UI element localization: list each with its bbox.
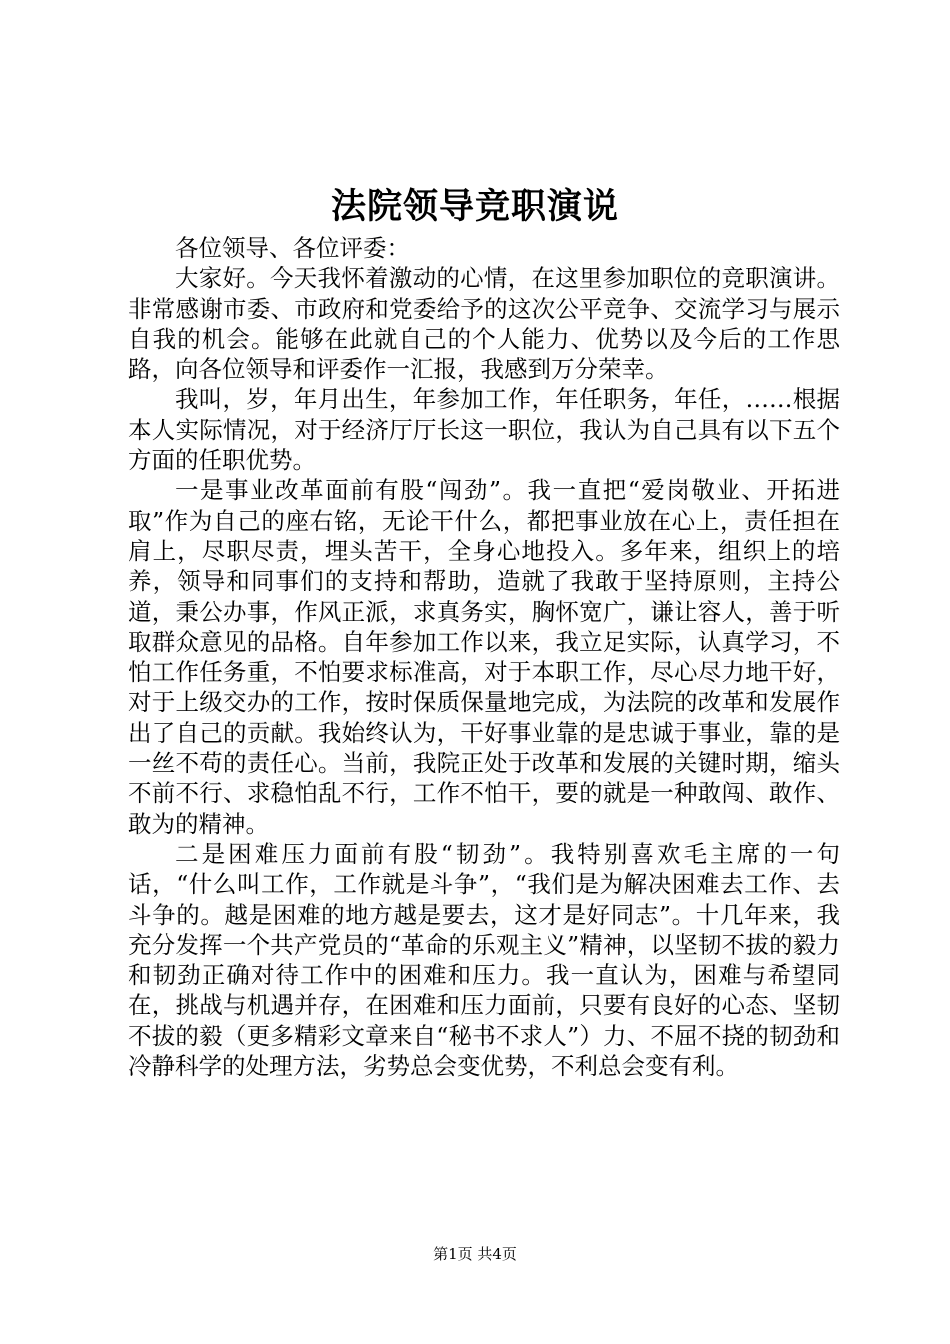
salutation: 各位领导、各位评委： xyxy=(175,234,410,262)
paragraph-advantage-two: 二是困难压力面前有股“韧劲”。我特别喜欢毛主席的一句话，“什么叫工作，工作就是斗争”，“我们是为解决困难去工作、去斗争的。越是困难的地方越是要去，这才是好同志”。十几年来，我充分发挥一个共产党员的“革命的乐观主义”精神，以坚韧不拔的毅力和韧劲正确对待工作中的困难和压力。我一直认为，困难与希望同在，挑战与机遇并存，在困难和压力面前，只要有良好的心态、坚韧不拔的毅（更多精彩文章来自“秘书不求人”）力、不屈不挠的韧劲和冷静科学的处理方法，劣势总会变优势，不利总会变有利。 xyxy=(128,839,840,1081)
page-number-footer: 第1页 共4页 xyxy=(433,1245,517,1263)
paragraph-greeting: 大家好。今天我怀着激动的心情，在这里参加职位的竞职演讲。非常感谢市委、市政府和党委给予的这次公平竞争、交流学习与展示自我的机会。能够在此就自己的个人能力、优势以及今后的工作思路，向各位领导和评委作一汇报，我感到万分荣幸。 xyxy=(128,264,840,384)
paragraph-advantage-one: 一是事业改革面前有股“闯劲”。我一直把“爱岗敬业、开拓进取”作为自己的座右铭，无论干什么，都把事业放在心上，责任担在肩上，尽职尽责，埋头苦干，全身心地投入。多年来，组织上的培养，领导和同事们的支持和帮助，造就了我敢于坚持原则，主持公道，秉公办事，作风正派，求真务实，胸怀宽广，谦让容人，善于听取群众意见的品格。自年参加工作以来，我立足实际，认真学习，不怕工作任务重，不怕要求标准高，对于本职工作，尽心尽力地干好，对于上级交办的工作，按时保质保量地完成，为法院的改革和发展作出了自己的贡献。我始终认为，干好事业靠的是忠诚于事业，靠的是一丝不苟的责任心。当前，我院正处于改革和发展的关键时期，缩头不前不行、求稳怕乱不行，工作不怕干，要的就是一种敢闯、敢作、敢为的精神。 xyxy=(128,476,840,838)
document-title: 法院领导竞职演说 xyxy=(330,186,619,227)
document-body xyxy=(128,233,840,1081)
paragraph-self-introduction: 我叫，岁，年月出生，年参加工作，年任职务，年任，……根据本人实际情况，对于经济厅厅长这一职位，我认为自己具有以下五个方面的任职优势。 xyxy=(128,385,840,475)
